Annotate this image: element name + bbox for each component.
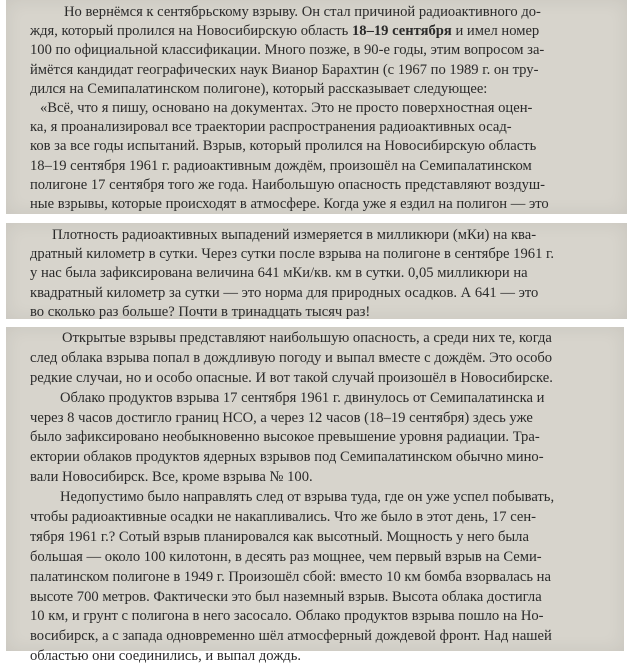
text-line: полигоне 17 сентября того же года. Наибольшую опасность представляют воздуш- bbox=[30, 176, 546, 193]
text-line: квадратный километр за сутки — это норма для природных осадков. А 641 — это bbox=[30, 284, 539, 301]
text-line: чтобы радиоактивные осадки не накапливались. Что же было в этот день, 17 сен- bbox=[30, 509, 536, 526]
text-line: 10 км, и грунт с полигона в него засосало. Облако продуктов взрыва пошло на Но- bbox=[30, 608, 544, 625]
text-line: через 8 часов достигло границ НСО, а через 12 часов (18–19 сентября) здесь уже bbox=[30, 409, 533, 426]
text-line: Недопустимо было направлять след от взрыва туда, где он уже успел побывать, bbox=[60, 489, 555, 506]
bold-date: 18–19 сентября bbox=[351, 23, 452, 40]
text-line: дратный километр в сутки. Через сутки после взрыва на полигоне в сентябре 1961 г. bbox=[30, 246, 555, 263]
text-line: 100 по официальной классификации. Много позже, в 90-е годы, этим вопросом за- bbox=[30, 42, 545, 59]
text-line: у нас была зафиксирована величина 641 мКи/кв. км в сутки. 0,05 милликюри на bbox=[30, 265, 528, 282]
text-line: дился на Семипалатинском полигоне), который рассказывает следующее: bbox=[30, 80, 488, 97]
text-line: ков за все годы испытаний. Взрыв, который пролился на Новосибирскую область bbox=[30, 138, 537, 155]
text-line: Плотность радиоактивных выпадений измеряется в милликюри (мКи) на ква- bbox=[52, 227, 537, 243]
text-line: тября 1961 г.? Сотый взрыв планировался как высотный. Мощность у него была bbox=[30, 528, 529, 545]
text-line: редкие случаи, но и особо опасные. И вот такой случай произошёл в Новосибирске. bbox=[30, 369, 553, 386]
text-line: след облака взрыва попал в дождливую погоду и выпал вместе с дождём. Это особо bbox=[30, 349, 553, 366]
text-line: ектории облаков продуктов ядерных взрывов под Семипалатинском обычно мино- bbox=[30, 449, 544, 466]
text-line: Открытые взрывы представляют наибольшую опасность, а среди них те, когда bbox=[62, 330, 552, 346]
text-line: восибирск, а с запада одновременно шёл атмосферный дождевой фронт. Над нашей bbox=[30, 628, 552, 645]
text-line: ймётся кандидат географических наук Вианор Барахтин (с 1967 по 1989 г. он тру- bbox=[30, 61, 539, 78]
text-line: было зафиксировано необыкновенно высокое превышение уровня радиации. Тра- bbox=[30, 429, 540, 446]
text-line: областью они соединились, и выпал дождь. bbox=[30, 648, 302, 665]
text-line: высоте 700 метров. Фактически это был наземный взрыв. Высота облака достигла bbox=[30, 588, 542, 605]
text-line: ка, я проанализировал все траектории распространения радиоактивных осад- bbox=[30, 119, 512, 136]
text-line: Но вернёмся к сентябрьскому взрыву. Он стал причиной радиоактивного до- bbox=[64, 4, 541, 20]
text-line: Облако продуктов взрыва 17 сентября 1961 г. двинулось от Семипалатинска и bbox=[60, 389, 545, 406]
text-clipping-1 bbox=[6, 0, 627, 214]
text-line: большая — около 100 килотонн, в десять раз мощнее, чем первый взрыв на Семи- bbox=[30, 548, 542, 565]
text-line: ные взрывы, которые происходят в атмосфере. Когда уже я ездил на полигон — это bbox=[30, 195, 549, 212]
text-line: во сколько раз больше? Почти в тринадцать тысяч раз! bbox=[30, 303, 371, 320]
text-line: ждя, который пролился на Новосибирскую область 18–19 сентября и имел номер bbox=[30, 23, 540, 40]
text-clipping-3 bbox=[6, 327, 624, 665]
text-line: палатинском полигоне в 1949 г. Произошёл сбой: вместо 10 км бомба взорвалась на bbox=[30, 568, 551, 585]
text-line: вали Новосибирск. Все, кроме взрыва № 100. bbox=[30, 469, 313, 486]
text-clipping-2 bbox=[6, 223, 627, 319]
text-line: 18–19 сентября 1961 г. радиоактивным дождём, произошёл на Семипалатинском bbox=[30, 157, 532, 174]
text-line: «Всё, что я пишу, основано на документах. Это не просто поверхностная оцен- bbox=[40, 99, 533, 116]
